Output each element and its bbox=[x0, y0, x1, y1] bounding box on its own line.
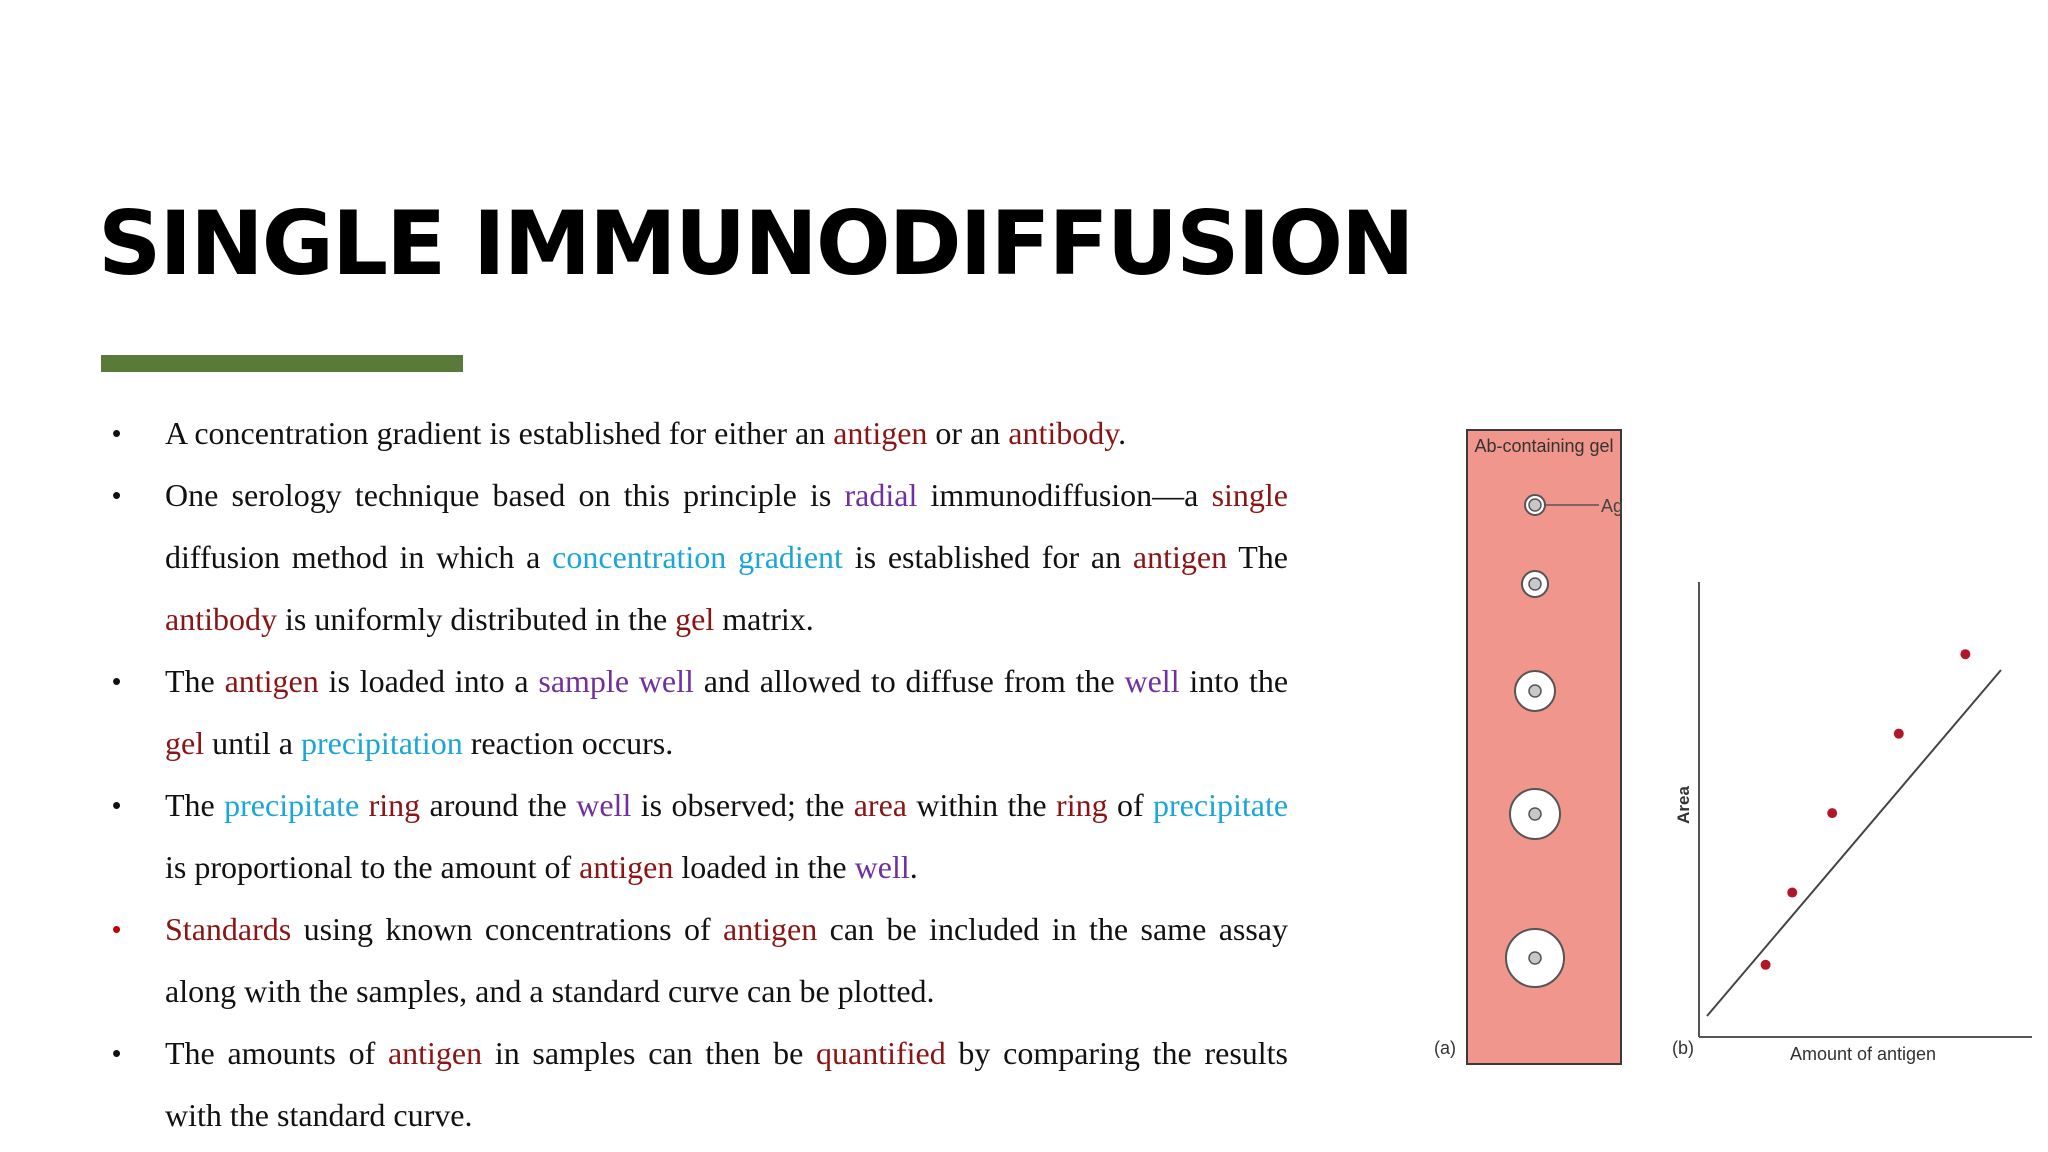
bullet-text: is proportional to the amount of bbox=[165, 849, 580, 885]
bullet-text: within the bbox=[906, 787, 1057, 823]
highlighted-term: single bbox=[1211, 477, 1288, 513]
highlighted-term: well bbox=[854, 849, 910, 885]
bullet-text: using known concentrations of bbox=[291, 911, 724, 947]
bullet-item bbox=[112, 1022, 1288, 1146]
highlighted-term: antigen bbox=[723, 911, 818, 947]
bullet-text: by comparing the results with the standard curve. bbox=[165, 1035, 1289, 1133]
bullet-item bbox=[112, 464, 1288, 650]
highlighted-term: antibody bbox=[1008, 415, 1119, 451]
y-axis-label: Area bbox=[1674, 786, 1693, 824]
title-accent-bar bbox=[101, 355, 463, 372]
data-point bbox=[1787, 888, 1797, 898]
highlighted-term: gel bbox=[675, 601, 715, 637]
well-5 bbox=[1506, 929, 1564, 987]
well-2 bbox=[1522, 571, 1548, 597]
bullet-item bbox=[112, 650, 1288, 774]
highlighted-term: ring bbox=[1056, 787, 1108, 823]
bullet-text: One serology technique based on this principle is bbox=[165, 477, 845, 513]
bullet-text: and allowed to diffuse from the bbox=[693, 663, 1125, 699]
bullet-item bbox=[112, 774, 1288, 898]
bullet-text: The bbox=[1227, 539, 1289, 575]
well-3 bbox=[1515, 671, 1555, 711]
bullet-text: can be included in the same assay along with the samples, and a standard curve can be plotted. bbox=[165, 911, 1288, 1009]
data-point bbox=[1960, 649, 1970, 659]
ag-label: Ag bbox=[1601, 496, 1624, 516]
bullet-text: of bbox=[1107, 787, 1154, 823]
well-1 bbox=[1525, 495, 1545, 515]
bullet-text: is loaded into a bbox=[318, 663, 539, 699]
highlighted-term: antigen bbox=[1132, 539, 1228, 575]
bullet-marker: • bbox=[112, 790, 122, 820]
highlighted-term: antigen bbox=[387, 1035, 483, 1071]
slide-title: SINGLE IMMUNODIFFUSION bbox=[98, 192, 1413, 295]
highlighted-term: quantified bbox=[816, 1035, 946, 1071]
bullet-item bbox=[112, 898, 1288, 1022]
bullet-text: immunodiffusion—a bbox=[917, 477, 1212, 513]
bullet-text: . bbox=[1118, 415, 1127, 451]
bullet-text bbox=[359, 787, 368, 823]
bullet-text: is uniformly distributed in the bbox=[276, 601, 676, 637]
bullet-marker: • bbox=[112, 418, 122, 448]
highlighted-term: antigen bbox=[579, 849, 674, 885]
highlighted-term: antigen bbox=[224, 663, 319, 699]
bullet-text: in samples can then be bbox=[482, 1035, 816, 1071]
gel-label: Ab-containing gel bbox=[1474, 436, 1614, 456]
highlighted-term: gel bbox=[165, 725, 205, 761]
panel-b-label: (b) bbox=[1672, 1038, 1694, 1058]
data-point bbox=[1827, 808, 1837, 818]
bullet-text: is observed; the bbox=[631, 787, 854, 823]
highlighted-term: area bbox=[853, 787, 907, 823]
bullet-list bbox=[112, 402, 1288, 1146]
bullet-text: A concentration gradient is established for either an bbox=[165, 415, 834, 451]
highlighted-term: Standards bbox=[165, 911, 292, 947]
bullet-marker: • bbox=[112, 666, 122, 696]
bullet-item bbox=[112, 402, 1288, 464]
bullet-marker: • bbox=[112, 480, 122, 510]
panel-a-label: (a) bbox=[1434, 1038, 1456, 1058]
highlighted-term: antibody bbox=[165, 601, 277, 637]
highlighted-term: precipitate bbox=[1153, 787, 1289, 823]
bullet-text: . bbox=[909, 849, 918, 885]
bullet-text: or an bbox=[927, 415, 1009, 451]
bullet-text: The bbox=[165, 787, 225, 823]
bullet-text: into the bbox=[1179, 663, 1289, 699]
bullet-text: diffusion method in which a bbox=[165, 539, 553, 575]
highlighted-term: precipitation bbox=[300, 725, 463, 761]
data-point bbox=[1894, 729, 1904, 739]
bullet-text: around the bbox=[420, 787, 577, 823]
bullet-text: The amounts of bbox=[165, 1035, 388, 1071]
highlighted-term: concentration gradient bbox=[552, 539, 843, 575]
highlighted-term: ring bbox=[368, 787, 421, 823]
highlighted-term: well bbox=[576, 787, 632, 823]
highlighted-term: radial bbox=[844, 477, 918, 513]
bullet-text: matrix. bbox=[714, 601, 814, 637]
highlighted-term: precipitate bbox=[224, 787, 360, 823]
highlighted-term: antigen bbox=[833, 415, 928, 451]
x-axis-label: Amount of antigen bbox=[1789, 1044, 1937, 1064]
bullet-text: The bbox=[165, 663, 225, 699]
standard-curve-line bbox=[1707, 670, 2001, 1016]
highlighted-term: well bbox=[1124, 663, 1180, 699]
bullet-text: is established for an bbox=[842, 539, 1133, 575]
bullet-marker: • bbox=[112, 914, 122, 944]
well-4 bbox=[1510, 789, 1560, 839]
immunodiffusion-figure bbox=[1432, 420, 2032, 1070]
highlighted-term: sample well bbox=[538, 663, 694, 699]
bullet-text: until a bbox=[204, 725, 301, 761]
bullet-text: loaded in the bbox=[673, 849, 855, 885]
data-point bbox=[1761, 960, 1771, 970]
bullet-text: reaction occurs. bbox=[462, 725, 674, 761]
bullet-marker: • bbox=[112, 1038, 122, 1068]
